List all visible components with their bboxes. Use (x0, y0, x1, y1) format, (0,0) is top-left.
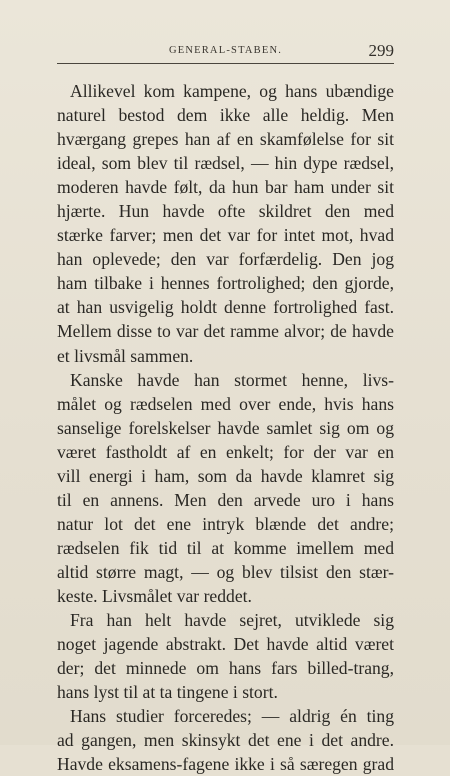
text-line: til en annens. Men den arvede uro i hans (57, 489, 394, 510)
text-line: vill energi i ham, som da havde klamret sig (57, 465, 394, 486)
text-line: målet og rædselen med over ende, hvis hans (57, 393, 394, 414)
text-line: rædselen fik tid til at komme imellem med (57, 537, 394, 558)
text-line: moderen havde følt, da hun bar ham under sit (57, 177, 394, 198)
text-line: naturel bestod dem ikke alle heldig. Men (57, 105, 394, 126)
text-line: Mellem disse to var det ramme alvor; de havde (57, 321, 394, 342)
text-line: ham tilbake i hennes fortrolighed; den gjorde, (57, 273, 394, 294)
body-text (57, 79, 394, 776)
text-line: keste. Livsmålet var reddet. (57, 585, 252, 606)
text-line: sanselige forelskelser havde samlet sig om og (57, 417, 394, 438)
page-number: 299 (368, 41, 394, 60)
text-line: Fra han helt havde sejret, utviklede sig (70, 610, 394, 631)
text-line: hværgang grepes han af en skamfølelse for sit (57, 129, 394, 150)
text-line: stærke farver; men det var for intet mot, hvad (57, 225, 394, 246)
text-line: Allikevel kom kampene, og hans ubændige (70, 81, 394, 101)
running-title: GENERAL-STABEN. (168, 45, 283, 56)
header-rule (57, 63, 394, 64)
text-line: hans lyst til at ta tingene i stort. (57, 682, 278, 703)
text-line: der; det minnede om hans fars billed-trang, (57, 658, 394, 679)
text-line: ideal, som blev til rædsel, — hin dype rædsel, (57, 153, 394, 174)
text-line: at han usvigelig holdt denne fortrolighed fast. (57, 297, 394, 318)
text-line: Havde eksamens-fagene ikke i så særegen grad (57, 754, 394, 775)
text-line: han oplevede; den var forfærdelig. Den jog (57, 249, 394, 270)
text-line: natur lot det ene intryk blænde det andre; (57, 513, 394, 534)
running-head (57, 41, 394, 63)
text-line: Hans studier forceredes; — aldrig én ting (70, 706, 394, 727)
text-line: noget jagende abstrakt. Det havde altid været (57, 634, 394, 655)
text-line: altid større magt, — og blev tilsist den stær- (57, 561, 394, 582)
text-line: et livsmål sammen. (57, 345, 194, 366)
text-line: hjærte. Hun havde ofte skildret den med (57, 201, 394, 222)
text-line: været fastholdt af en enkelt; for der var en (57, 441, 394, 462)
text-line: ad gangen, men skinsykt det ene i det andre. (57, 730, 394, 751)
text-line: Kanske havde han stormet henne, livs- (70, 369, 394, 390)
